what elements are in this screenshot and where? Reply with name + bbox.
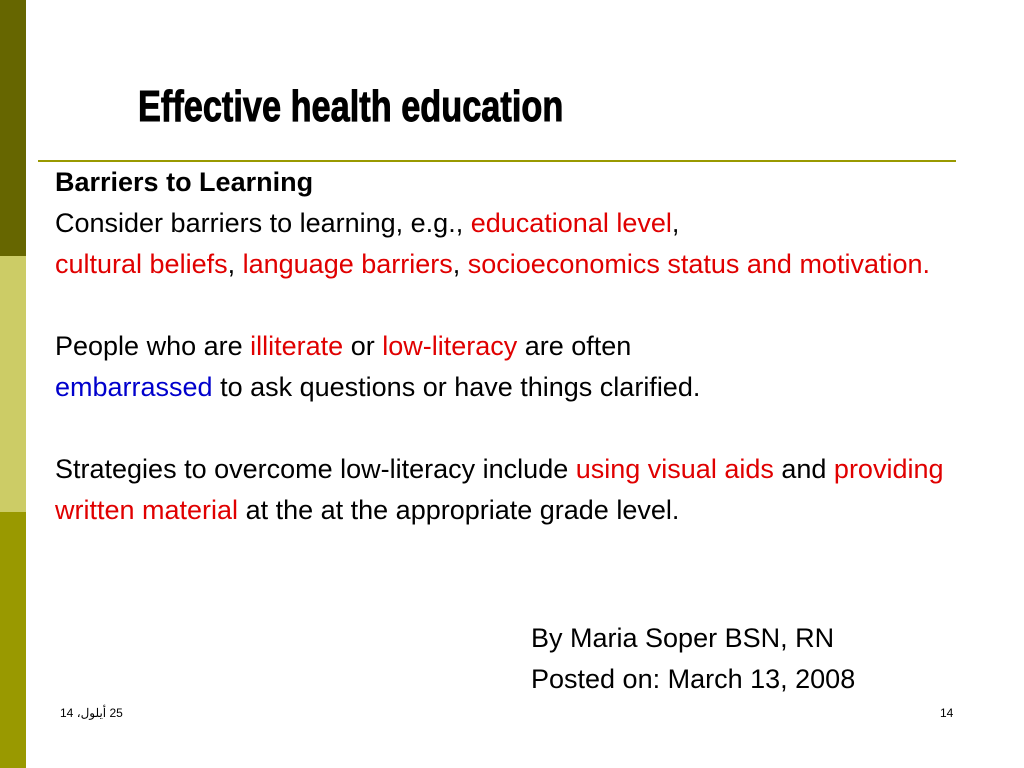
section-heading: Barriers to Learning [55, 167, 314, 197]
highlight-socioeconomics: socioeconomics status and motivation. [467, 249, 930, 279]
text-run: , [452, 249, 468, 279]
byline [531, 618, 981, 700]
text-run: People who are [55, 331, 251, 361]
paragraph-literacy [55, 326, 955, 408]
highlight-visual-aids: using visual aids [575, 454, 774, 484]
highlight-embarrassed: embarrassed [55, 372, 213, 402]
paragraph-barriers [55, 203, 955, 285]
highlight-language-barriers: language barriers [242, 249, 453, 279]
side-bar-top [0, 0, 26, 256]
side-bar-middle [0, 256, 26, 512]
text-run: Strategies to overcome low-literacy include [55, 454, 576, 484]
highlight-educational-level: educational level [470, 208, 672, 238]
highlight-low-literacy: low-literacy [382, 331, 518, 361]
paragraph-strategies [55, 449, 955, 531]
text-run: , [227, 249, 243, 279]
slide-body [55, 162, 955, 531]
highlight-illiterate: illiterate [250, 331, 344, 361]
highlight-written-material: providing written material [55, 454, 944, 525]
text-run: are often [517, 331, 632, 361]
byline-author: By Maria Soper BSN, RN [531, 623, 835, 653]
text-run: at the at the appropriate grade level. [238, 495, 680, 525]
slide-title: Effective health education [138, 82, 564, 131]
text-run: and [773, 454, 834, 484]
footer-date: 25 أيلول، 14 [60, 706, 123, 720]
paragraph-spacer [55, 285, 955, 326]
text-run: to ask questions or have things clarified. [212, 372, 701, 402]
byline-posted-date: Posted on: March 13, 2008 [531, 664, 856, 694]
side-bar-bottom [0, 512, 26, 768]
footer-page-number: 14 [940, 706, 954, 720]
text-run: Consider barriers to learning, e.g., [55, 208, 471, 238]
text-run: or [343, 331, 383, 361]
text-run: , [671, 208, 680, 238]
highlight-cultural-beliefs: cultural beliefs [55, 249, 228, 279]
paragraph-spacer [55, 408, 955, 449]
